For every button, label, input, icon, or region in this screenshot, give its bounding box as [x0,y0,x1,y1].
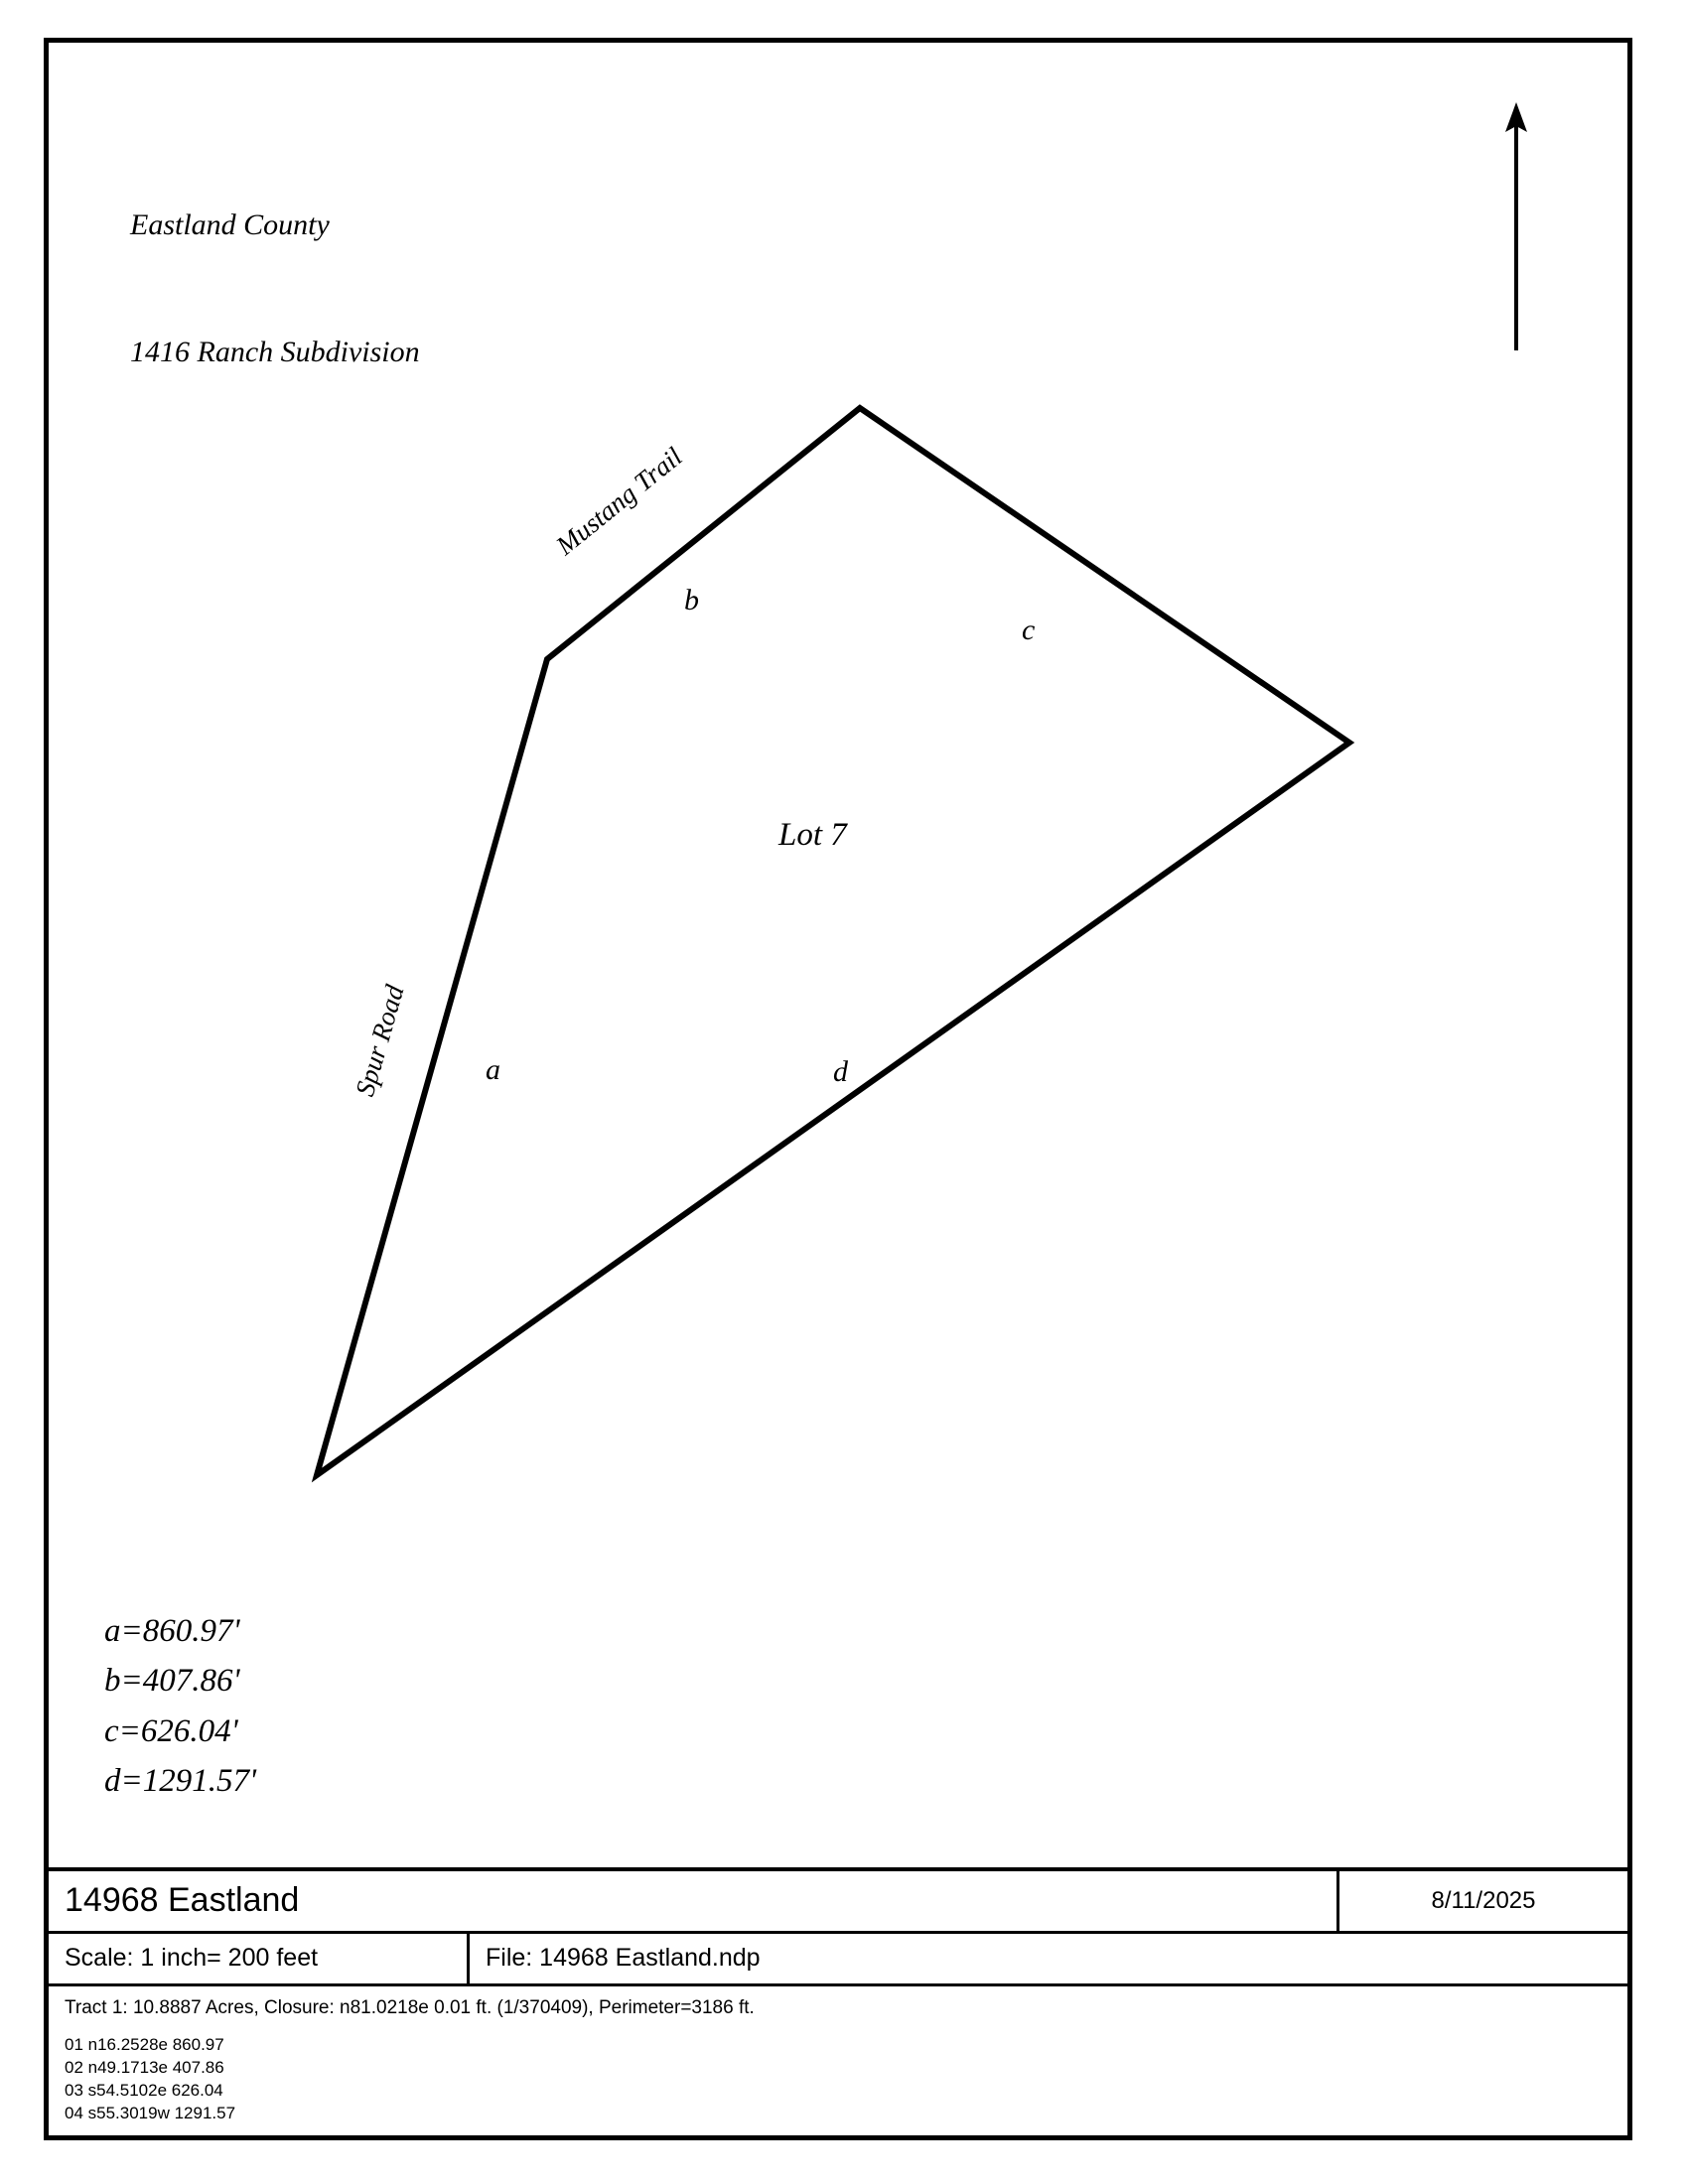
distance-legend [104,1606,256,1807]
tract-summary: Tract 1: 10.8887 Acres, Closure: n81.0218e 0.01 ft. (1/370409), Perimeter=3186 ft. [65,1996,755,2018]
side-label-c: c [1022,614,1036,646]
address-field: 14968 Eastland [65,1881,300,1920]
plat-sheet [44,38,1632,2140]
side-label-d: d [833,1055,848,1088]
info-block [49,1867,1627,2135]
lot-label: Lot 7 [778,817,847,853]
plat-drawing-area [49,43,1627,2135]
call-04: 04 s55.3019w 1291.57 [65,2104,236,2123]
file-field: File: 14968 Eastland.ndp [467,1934,1627,1983]
call-03: 03 s54.5102e 626.04 [65,2081,223,2101]
side-label-a: a [486,1053,500,1086]
legend-line-d: d=1291.57' [104,1763,257,1800]
info-row-address [49,1871,1627,1934]
road-label-mustang-trail: Mustang Trail [550,441,688,561]
side-label-b: b [684,584,699,616]
date-field: 8/11/2025 [1336,1871,1627,1931]
road-label-spur-road: Spur Road [350,981,410,1100]
info-row-tract [49,1986,1627,2135]
legend-line-c: c=626.04' [104,1712,238,1749]
subdivision-name: 1416 Ranch Subdivision [130,335,420,368]
county-name: Eastland County [130,208,330,242]
legend-line-b: b=407.86' [104,1663,240,1700]
info-row-scale-file [49,1934,1627,1986]
call-01: 01 n16.2528e 860.97 [65,2035,224,2055]
scale-field: Scale: 1 inch= 200 feet [65,1944,319,1973]
legend-line-a: a=860.97' [104,1613,240,1649]
parcel-boundary [49,43,1637,2145]
call-02: 02 n49.1713e 407.86 [65,2058,224,2078]
call-list [65,2034,1627,2125]
